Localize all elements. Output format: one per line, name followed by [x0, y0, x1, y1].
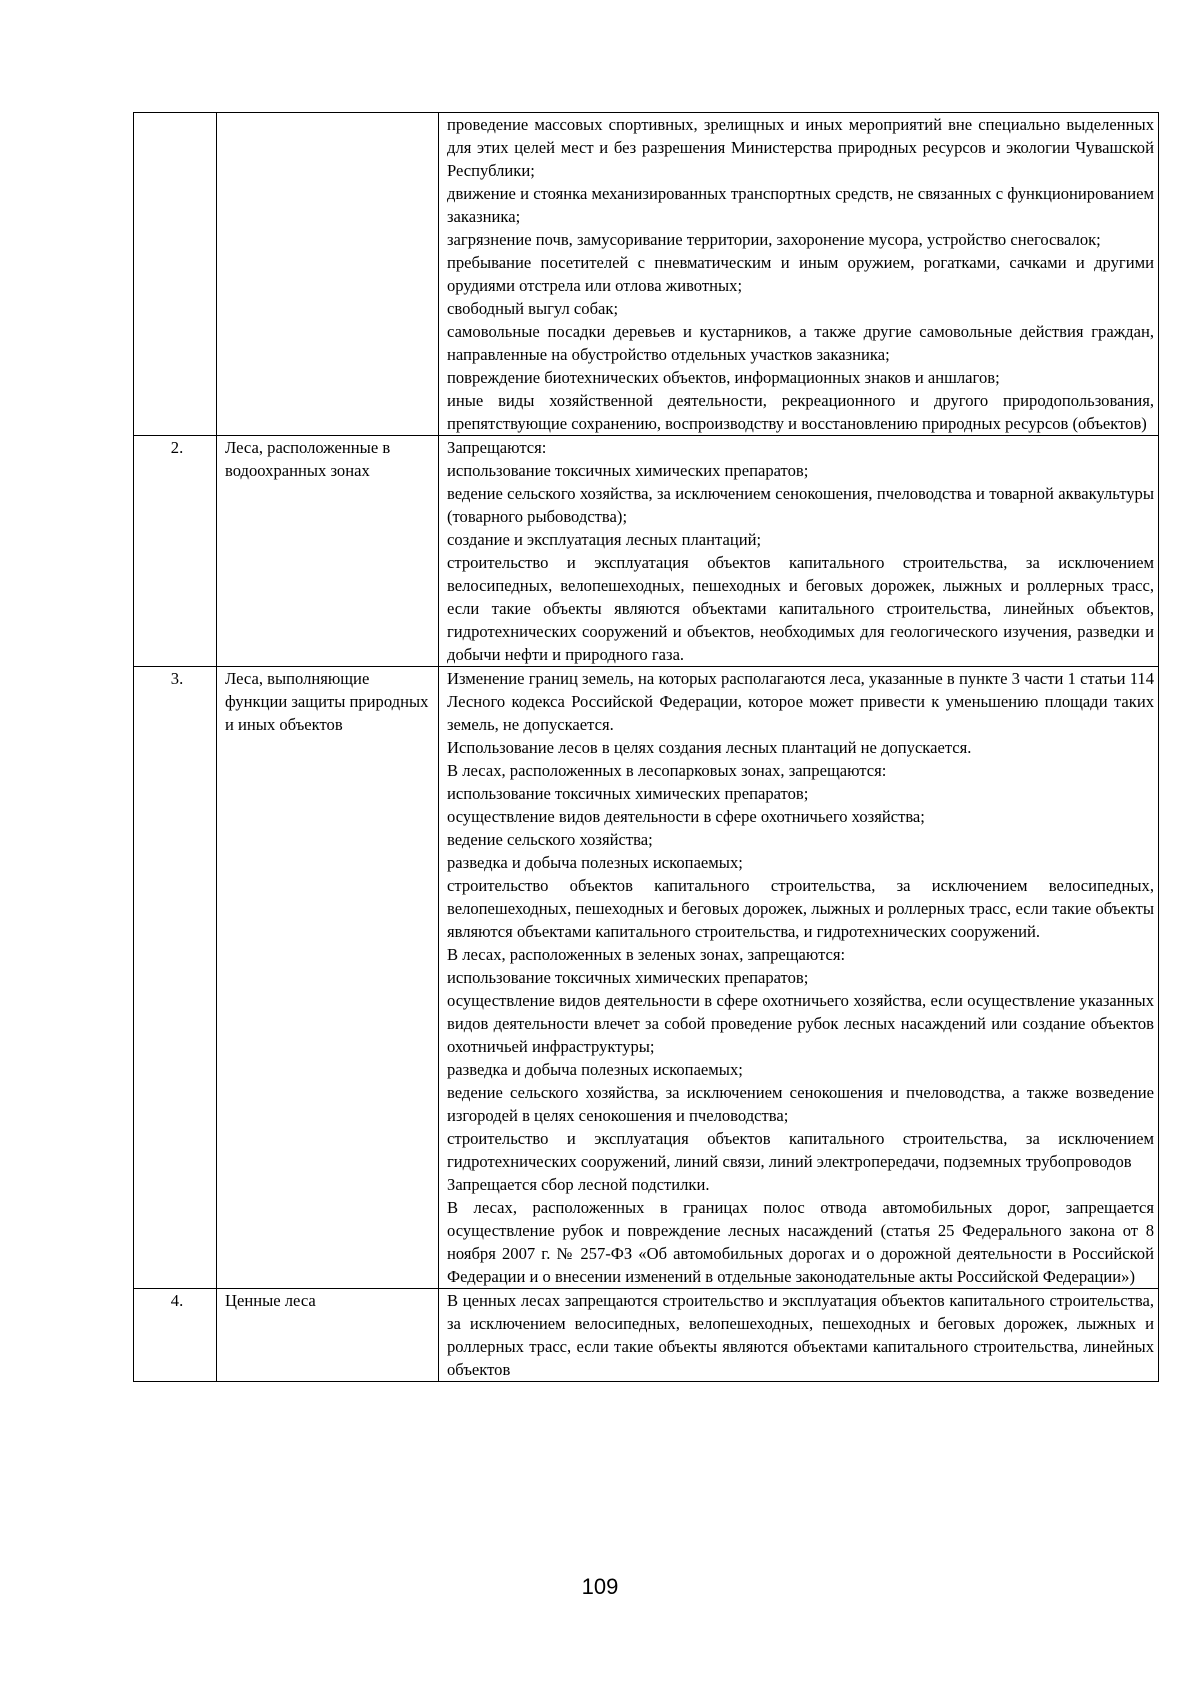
restriction-line: использование токсичных химических препаратов; — [447, 968, 809, 987]
restriction-line: В лесах, расположенных в границах полос отвода автомобильных дорог, запрещается осуществление рубок и повреждение лесных насаждений (статья 25 Федерального закона от 8 ноября 2007 г. № 257-ФЗ «Об автомобильных дорогах и о дорожной деятельности в Российской Федерации и о внесении изменений в отдельные законодательные акты Российской Федерации») — [447, 1198, 1154, 1286]
row-number: 2. — [134, 436, 217, 667]
restriction-line: пребывание посетителей с пневматическим и иным оружием, рогатками, сачками и другими орудиями отстрела или отлова животных; — [447, 253, 1154, 295]
restriction-line: осуществление видов деятельности в сфере охотничьего хозяйства; — [447, 807, 925, 826]
restriction-line: ведение сельского хозяйства; — [447, 830, 653, 849]
forest-category: Леса, выполняющие функции защиты природных и иных объектов — [217, 667, 439, 1289]
restrictions-text — [439, 113, 1159, 436]
forest-category — [217, 113, 439, 436]
restriction-line: использование токсичных химических препаратов; — [447, 461, 809, 480]
restriction-line: разведка и добыча полезных ископаемых; — [447, 853, 743, 872]
restriction-line: В лесах, расположенных в зеленых зонах, запрещаются: — [447, 945, 846, 964]
restriction-line: разведка и добыча полезных ископаемых; — [447, 1060, 743, 1079]
table-row — [134, 436, 1159, 667]
restriction-line: проведение массовых спортивных, зрелищных и иных мероприятий вне специально выделенных для этих целей мест и без разрешения Министерства природных ресурсов и экологии Чувашской Республики; — [447, 115, 1154, 180]
restriction-line: В лесах, расположенных в лесопарковых зонах, запрещаются: — [447, 761, 887, 780]
restriction-line: строительство и эксплуатация объектов капитального строительства, за исключением гидротехнических сооружений, линий связи, линий электропередачи, подземных трубопроводов — [447, 1129, 1154, 1171]
restrictions-text — [439, 436, 1159, 667]
row-number: 3. — [134, 667, 217, 1289]
restriction-line: повреждение биотехнических объектов, информационных знаков и аншлагов; — [447, 368, 1000, 387]
restrictions-text — [439, 1289, 1159, 1382]
table-row — [134, 667, 1159, 1289]
restriction-line: Запрещаются: — [447, 438, 547, 457]
restrictions-table — [133, 112, 1159, 1382]
forest-category: Ценные леса — [217, 1289, 439, 1382]
restriction-line: самовольные посадки деревьев и кустарников, а также другие самовольные действия граждан, направленные на обустройство отдельных участков заказника; — [447, 322, 1154, 364]
restriction-line: В ценных лесах запрещаются строительство и эксплуатация объектов капитального строительства, за исключением велосипедных, велопешеходных, пешеходных и беговых дорожек, лыжных и роллерных трасс, если такие объекты являются объектами капитального строительства, линейных объектов — [447, 1291, 1154, 1379]
row-number: 4. — [134, 1289, 217, 1382]
restrictions-text — [439, 667, 1159, 1289]
restriction-line: осуществление видов деятельности в сфере охотничьего хозяйства, если осуществление указанных видов деятельности влечет за собой проведение рубок лесных насаждений или создание объектов охотничьей инфраструктуры; — [447, 991, 1154, 1056]
restriction-line: ведение сельского хозяйства, за исключением сенокошения и пчеловодства, а также возведение изгородей в целях сенокошения и пчеловодства; — [447, 1083, 1154, 1125]
restriction-line: Изменение границ земель, на которых располагаются леса, указанные в пункте 3 части 1 статьи 114 Лесного кодекса Российской Федерации, которое может привести к уменьшению площади таких земель, не допускается. — [447, 669, 1154, 734]
restriction-line: Запрещается сбор лесной подстилки. — [447, 1175, 710, 1194]
page-number: 109 — [581, 1574, 619, 1599]
restriction-line: использование токсичных химических препаратов; — [447, 784, 809, 803]
restriction-line: движение и стоянка механизированных транспортных средств, не связанных с функционированием заказника; — [447, 184, 1154, 226]
restriction-line: строительство и эксплуатация объектов капитального строительства, за исключением велосипедных, велопешеходных, пешеходных и беговых дорожек, лыжных и роллерных трасс, если такие объекты являются объектами капитального строительства, линейных объектов, гидротехнических сооружений и объектов, необходимых для геологического изучения, разведки и добычи нефти и природного газа. — [447, 553, 1154, 664]
restriction-line: ведение сельского хозяйства, за исключением сенокошения, пчеловодства и товарной аквакультуры (товарного рыбоводства); — [447, 484, 1154, 526]
forest-category: Леса, расположенные в водоохранных зонах — [217, 436, 439, 667]
table-row — [134, 1289, 1159, 1382]
restriction-line: иные виды хозяйственной деятельности, рекреационного и другого природопользования, препятствующие сохранению, воспроизводству и восстановлению природных ресурсов (объектов) — [447, 391, 1154, 433]
restriction-line: свободный выгул собак; — [447, 299, 619, 318]
restriction-line: Использование лесов в целях создания лесных плантаций не допускается. — [447, 738, 972, 757]
restriction-line: загрязнение почв, замусоривание территории, захоронение мусора, устройство снегосвалок; — [447, 230, 1101, 249]
row-number — [134, 113, 217, 436]
restriction-line: создание и эксплуатация лесных плантаций; — [447, 530, 762, 549]
table-row — [134, 113, 1159, 436]
restriction-line: строительство объектов капитального строительства, за исключением велосипедных, велопешеходных, пешеходных и беговых дорожек, лыжных и роллерных трасс, если такие объекты являются объектами капитального строительства, и гидротехнических сооружений. — [447, 876, 1154, 941]
